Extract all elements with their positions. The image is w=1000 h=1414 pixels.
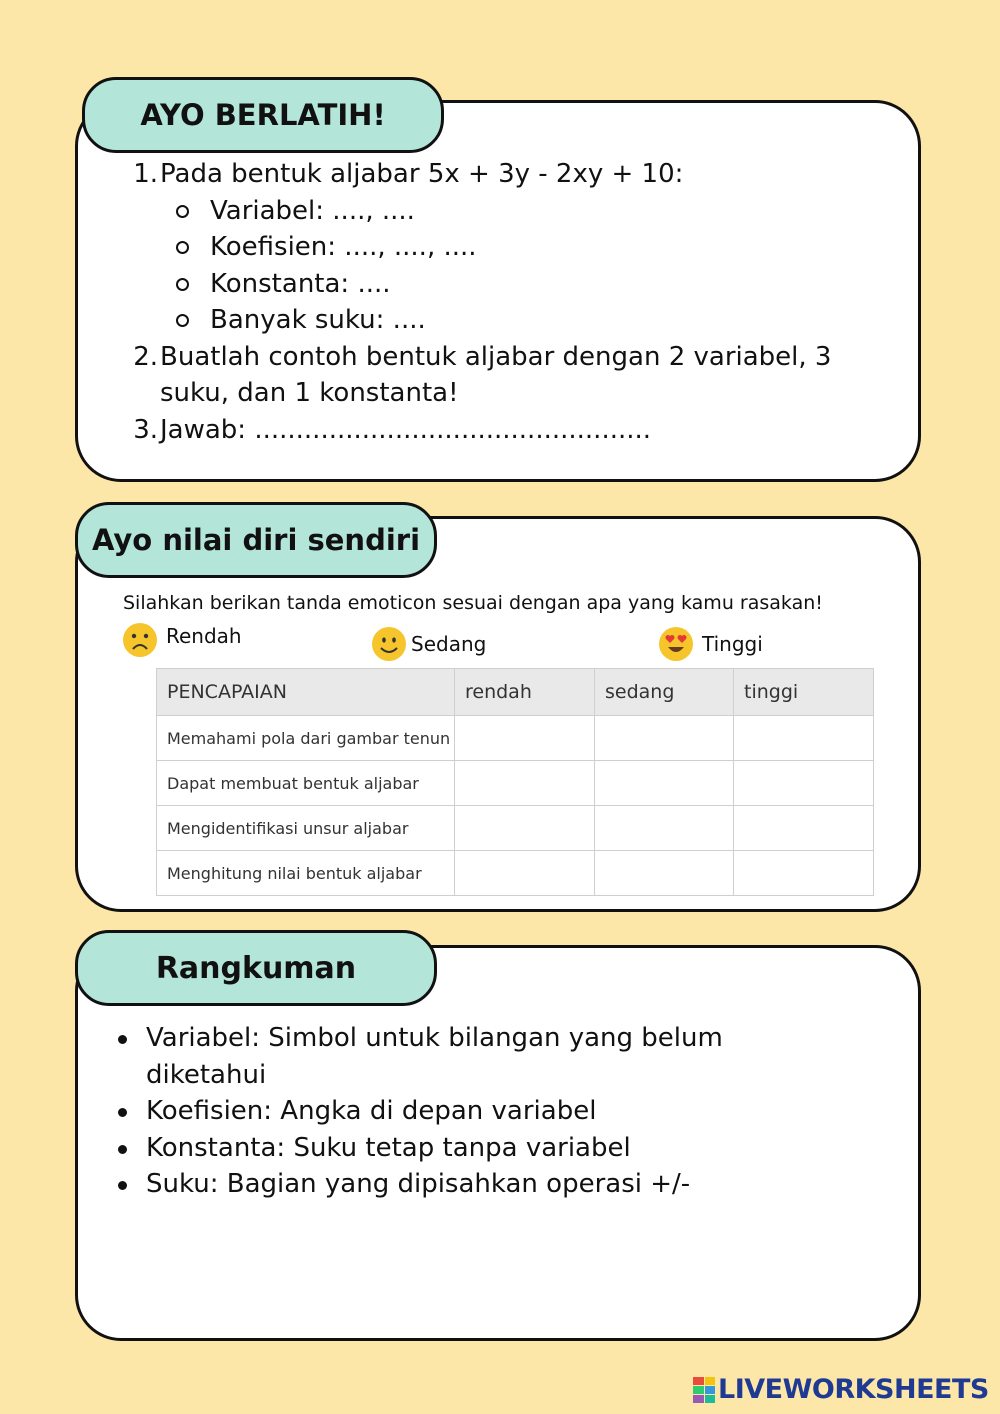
rating-cell-sedang[interactable] (595, 806, 734, 851)
question-1-item: Konstanta: .... (118, 266, 898, 303)
question-3: 3. Jawab: ................................................ (133, 414, 652, 445)
rating-cell-sedang[interactable] (595, 851, 734, 896)
rating-cell-rendah[interactable] (455, 716, 595, 761)
circle-bullet-icon (176, 205, 189, 218)
rating-cell-tinggi[interactable] (734, 761, 874, 806)
sad-face-icon (122, 622, 158, 658)
achievement-label: Dapat membuat bentuk aljabar (157, 761, 455, 806)
smile-face-icon (371, 626, 407, 662)
heart-eyes-face-icon (658, 626, 694, 662)
table-row (157, 851, 874, 896)
bullet-icon (118, 1181, 127, 1190)
self-assessment-title: Ayo nilai diri sendiri (75, 502, 437, 578)
achievement-table (156, 668, 874, 896)
question-2-cont: suku, dan 1 konstanta! (160, 378, 459, 408)
bullet-icon (118, 1035, 127, 1044)
legend-sedang: Sedang (371, 626, 486, 662)
question-2: 2. Buatlah contoh bentuk aljabar dengan 2 variabel, 3 (133, 341, 832, 372)
liveworksheets-logo-icon (693, 1377, 715, 1403)
question-1-item: Banyak suku: .... (118, 302, 898, 339)
rating-cell-rendah[interactable] (455, 851, 595, 896)
summary-title: Rangkuman (75, 930, 437, 1006)
header-sedang: sedang (595, 669, 734, 716)
header-pencapaian: PENCAPAIAN (157, 669, 455, 716)
header-rendah: rendah (455, 669, 595, 716)
table-row (157, 806, 874, 851)
circle-bullet-icon (176, 278, 189, 291)
rating-cell-tinggi[interactable] (734, 851, 874, 896)
question-1-item: Koefisien: ...., ...., .... (118, 229, 898, 266)
legend-rendah: Rendah (122, 622, 242, 658)
achievement-label: Menghitung nilai bentuk aljabar (157, 851, 455, 896)
rating-cell-rendah[interactable] (455, 761, 595, 806)
circle-bullet-icon (176, 314, 189, 327)
table-header-row (157, 669, 874, 716)
rating-cell-tinggi[interactable] (734, 716, 874, 761)
question-1: 1. Pada bentuk aljabar 5x + 3y - 2xy + 10: (133, 159, 684, 189)
rating-cell-sedang[interactable] (595, 761, 734, 806)
achievement-label: Mengidentifikasi unsur aljabar (157, 806, 455, 851)
practice-title: AYO BERLATIH! (82, 77, 444, 153)
rating-cell-sedang[interactable] (595, 716, 734, 761)
bullet-icon (118, 1108, 127, 1117)
table-row (157, 761, 874, 806)
achievement-label: Memahami pola dari gambar tenun (157, 716, 455, 761)
legend-tinggi: Tinggi (658, 626, 763, 662)
question-1-item: Variabel: ...., .... (118, 193, 898, 230)
brand-name: LIVEWORKSHEETS (718, 1374, 989, 1405)
instruction-text: Silahkan berikan tanda emoticon sesuai dengan apa yang kamu rasakan! (123, 592, 823, 614)
bullet-icon (118, 1145, 127, 1154)
circle-bullet-icon (176, 241, 189, 254)
rating-cell-rendah[interactable] (455, 806, 595, 851)
table-row (157, 716, 874, 761)
header-tinggi: tinggi (734, 669, 874, 716)
rating-cell-tinggi[interactable] (734, 806, 874, 851)
practice-questions (118, 156, 898, 448)
liveworksheets-brand[interactable] (693, 1374, 989, 1405)
